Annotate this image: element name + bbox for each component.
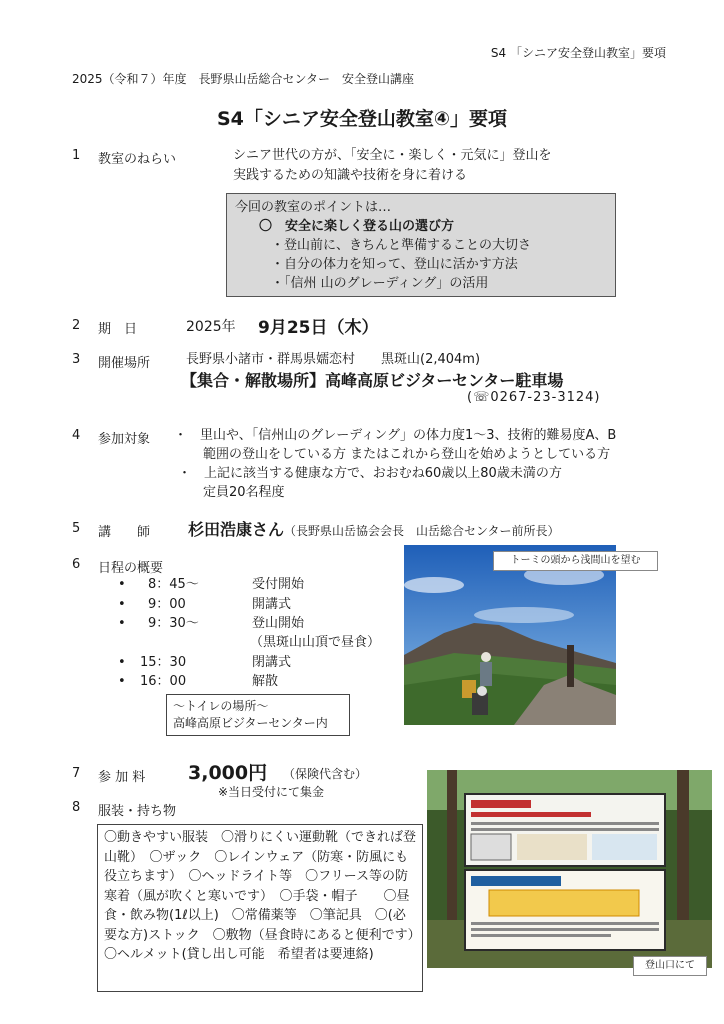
- event-year: 2025年: [186, 319, 236, 335]
- section-8-label: 服装・持ち物: [98, 804, 177, 819]
- target-capacity: 定員20名程度: [203, 485, 285, 500]
- section-7-label: 参 加 料: [98, 770, 146, 785]
- points-bullet: ・登山前に、きちんと準備することの大切さ: [271, 238, 532, 253]
- points-box: [226, 193, 616, 297]
- instructor: [188, 517, 560, 540]
- schedule-row: • 16：00 解散: [118, 672, 278, 692]
- target-line: 範囲の登山をしている方 またはこれから登山を始めようとしている方: [203, 447, 611, 462]
- section-1-label: 教室のねらい: [98, 152, 177, 167]
- section-2-label: 期 日: [98, 322, 138, 337]
- schedule-time: 9：30～: [148, 616, 199, 631]
- schedule-time: 15：30: [140, 655, 187, 670]
- trailhead-photo: [427, 770, 712, 968]
- schedule-row: • 8：45～ 受付開始: [118, 575, 304, 595]
- instructor-note: （長野県山岳協会会長 山岳総合センター前所長）: [284, 524, 560, 538]
- event-date: 9月25日（木）: [258, 318, 379, 338]
- page-title: S4「シニア安全登山教室④」要項: [217, 108, 507, 130]
- schedule-event: 開講式: [252, 597, 292, 612]
- section-7-number: 7: [72, 766, 81, 781]
- venue-phone: (☏0267-23-3124): [467, 390, 601, 405]
- instructor-name: 杉田浩康さん: [188, 520, 285, 539]
- meeting-point-label: 【集合・解散場所】: [181, 371, 326, 390]
- schedule-note: （黒斑山山頂で昼食）: [250, 635, 381, 650]
- photo1-caption: トーミの頭から浅間山を望む: [493, 551, 658, 571]
- schedule-event: 登山開始: [252, 616, 305, 631]
- target-line: ・ 上記に該当する健康な方で、おおむね60歳以上80歳未満の方: [178, 466, 562, 481]
- section-4-label: 参加対象: [98, 432, 151, 447]
- section-1-number: 1: [72, 148, 81, 163]
- toilet-place: 高峰高原ビジターセンター内: [173, 716, 328, 730]
- target-line: ・ 里山や、「信州山のグレーディング」の体力度1～3、技術的難易度A、B: [174, 428, 617, 443]
- schedule-row: • 9：30～ 登山開始: [118, 614, 304, 634]
- schedule-event: 閉講式: [252, 655, 292, 670]
- section-3-label: 開催場所: [98, 356, 151, 371]
- section-3-number: 3: [72, 352, 81, 367]
- document-code: S4 「シニア安全登山教室」要項: [490, 46, 666, 60]
- points-intro: 今回の教室のポイントは…: [235, 200, 392, 215]
- schedule-time: 8：45～: [148, 577, 199, 592]
- section-4-number: 4: [72, 428, 81, 443]
- schedule-row: • 9：00 開講式: [118, 595, 291, 615]
- organizer-line: 2025（令和７）年度 長野県山岳総合センター 安全登山講座: [72, 72, 415, 86]
- fee-amount: 3,000円: [188, 762, 268, 784]
- section-2-number: 2: [72, 318, 81, 333]
- belongings-box: 〇動きやすい服装 〇滑りにくい運動靴（できれば登山靴） 〇ザック 〇レインウェア（防寒・防風にも役立ちます） 〇ヘッドライト等 〇フリース等の防寒着（風が吹くと寒いです） 〇手袋・帽子 〇昼食・飲み物(1ℓ以上) 〇常備薬等 〇筆記具 〇(必要な方)ストック 〇敷物（昼食時にあると便利です） 〇ヘルメット(貸し出し可能 希望者は要連絡): [97, 824, 423, 992]
- meeting-point-place: 高峰高原ビジターセンター駐車場: [325, 371, 564, 390]
- toilet-box: [166, 694, 350, 736]
- schedule-event: 解散: [252, 674, 279, 689]
- venue-place: 長野県小諸市・群馬県嬬恋村 黒斑山(2,404m): [186, 352, 481, 367]
- section-6-number: 6: [72, 557, 81, 572]
- points-bullet: ・自分の体力を知って、登山に活かす方法: [271, 257, 518, 272]
- points-heading: 〇 安全に楽しく登る山の選び方: [259, 219, 455, 234]
- schedule-time: 16：00: [140, 674, 187, 689]
- photo2-caption: 登山口にて: [633, 956, 707, 976]
- fee-collection: ※当日受付にて集金: [218, 785, 325, 799]
- schedule-time: 9：00: [148, 597, 186, 612]
- schedule-row: • 15：30 閉講式: [118, 653, 291, 673]
- points-bullet: ・「信州 山のグレーディング」の活用: [271, 276, 489, 291]
- toilet-title: ～トイレの場所～: [173, 699, 269, 713]
- fee-note: （保険代含む）: [283, 767, 368, 781]
- asama-photo: [404, 545, 616, 725]
- schedule-event: 受付開始: [252, 577, 305, 592]
- section-5-number: 5: [72, 521, 81, 536]
- aim-line-2: 実践するための知識や技術を身に着ける: [233, 168, 468, 183]
- section-6-label: 日程の概要: [98, 561, 164, 576]
- meeting-point: [181, 368, 563, 391]
- aim-line-1: シニア世代の方が、「安全に・楽しく・元気に」登山を: [233, 148, 552, 163]
- section-8-number: 8: [72, 800, 81, 815]
- section-5-label: 講 師: [98, 525, 151, 540]
